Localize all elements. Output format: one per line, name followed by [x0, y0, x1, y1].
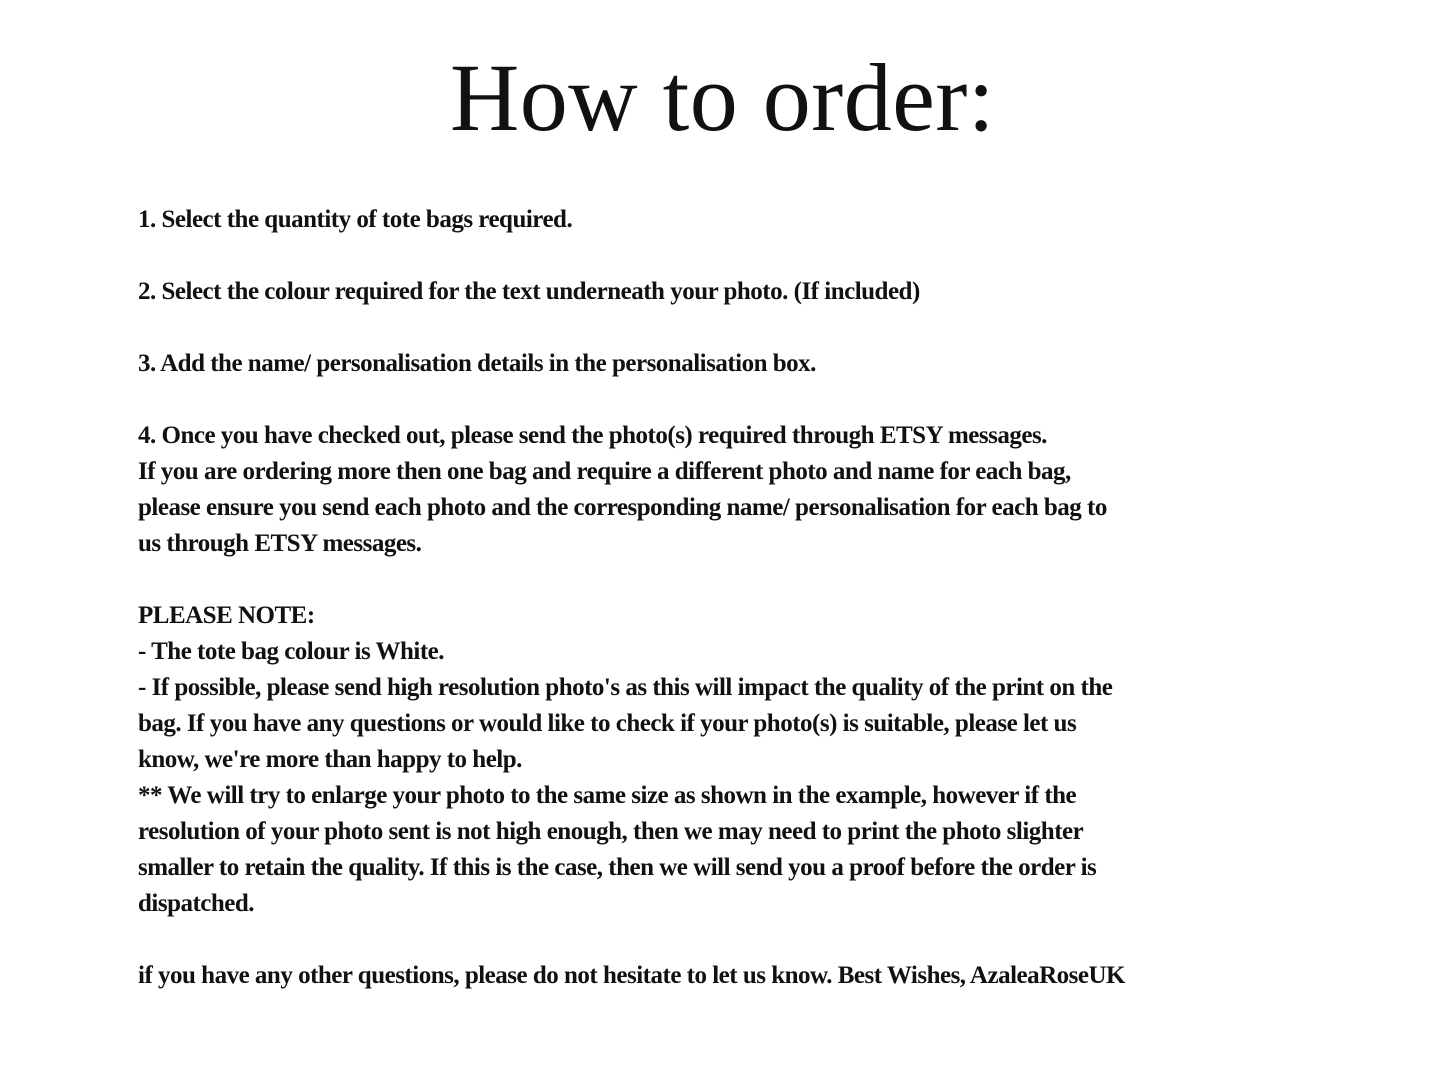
step-4-line: If you are ordering more then one bag and require a different photo and name for each bag, — [138, 458, 1071, 485]
please-note-section — [138, 598, 1378, 922]
step-2: 2. Select the colour required for the text underneath your photo. (If included) — [138, 278, 920, 305]
note-line: dispatched. — [138, 890, 255, 917]
step-3: 3. Add the name/ personalisation details in the personalisation box. — [138, 350, 816, 377]
step-4-line: please ensure you send each photo and the corresponding name/ personalisation for each bag to — [138, 494, 1107, 521]
step-4-line: 4. Once you have checked out, please send the photo(s) required through ETSY messages. — [138, 422, 1047, 449]
note-line: - If possible, please send high resolution photo's as this will impact the quality of the print on the — [138, 674, 1113, 701]
note-line: - The tote bag colour is White. — [138, 638, 445, 665]
note-line: ** We will try to enlarge your photo to the same size as shown in the example, however if the — [138, 782, 1077, 809]
step-1: 1. Select the quantity of tote bags required. — [138, 206, 573, 233]
step-4-line: us through ETSY messages. — [138, 530, 422, 557]
instructions-body — [138, 202, 1378, 994]
note-line: know, we're more than happy to help. — [138, 746, 522, 773]
note-line: bag. If you have any questions or would like to check if your photo(s) is suitable, please let us — [138, 710, 1077, 737]
note-line: resolution of your photo sent is not high enough, then we may need to print the photo slighter — [138, 818, 1084, 845]
page-title: How to order: — [449, 44, 996, 151]
step-4 — [138, 418, 1378, 562]
please-note-heading: PLEASE NOTE: — [138, 602, 315, 629]
closing-note: if you have any other questions, please do not hesitate to let us know. Best Wishes, AzaleaRoseUK — [138, 962, 1125, 989]
note-line: smaller to retain the quality. If this is the case, then we will send you a proof before the order is — [138, 854, 1097, 881]
